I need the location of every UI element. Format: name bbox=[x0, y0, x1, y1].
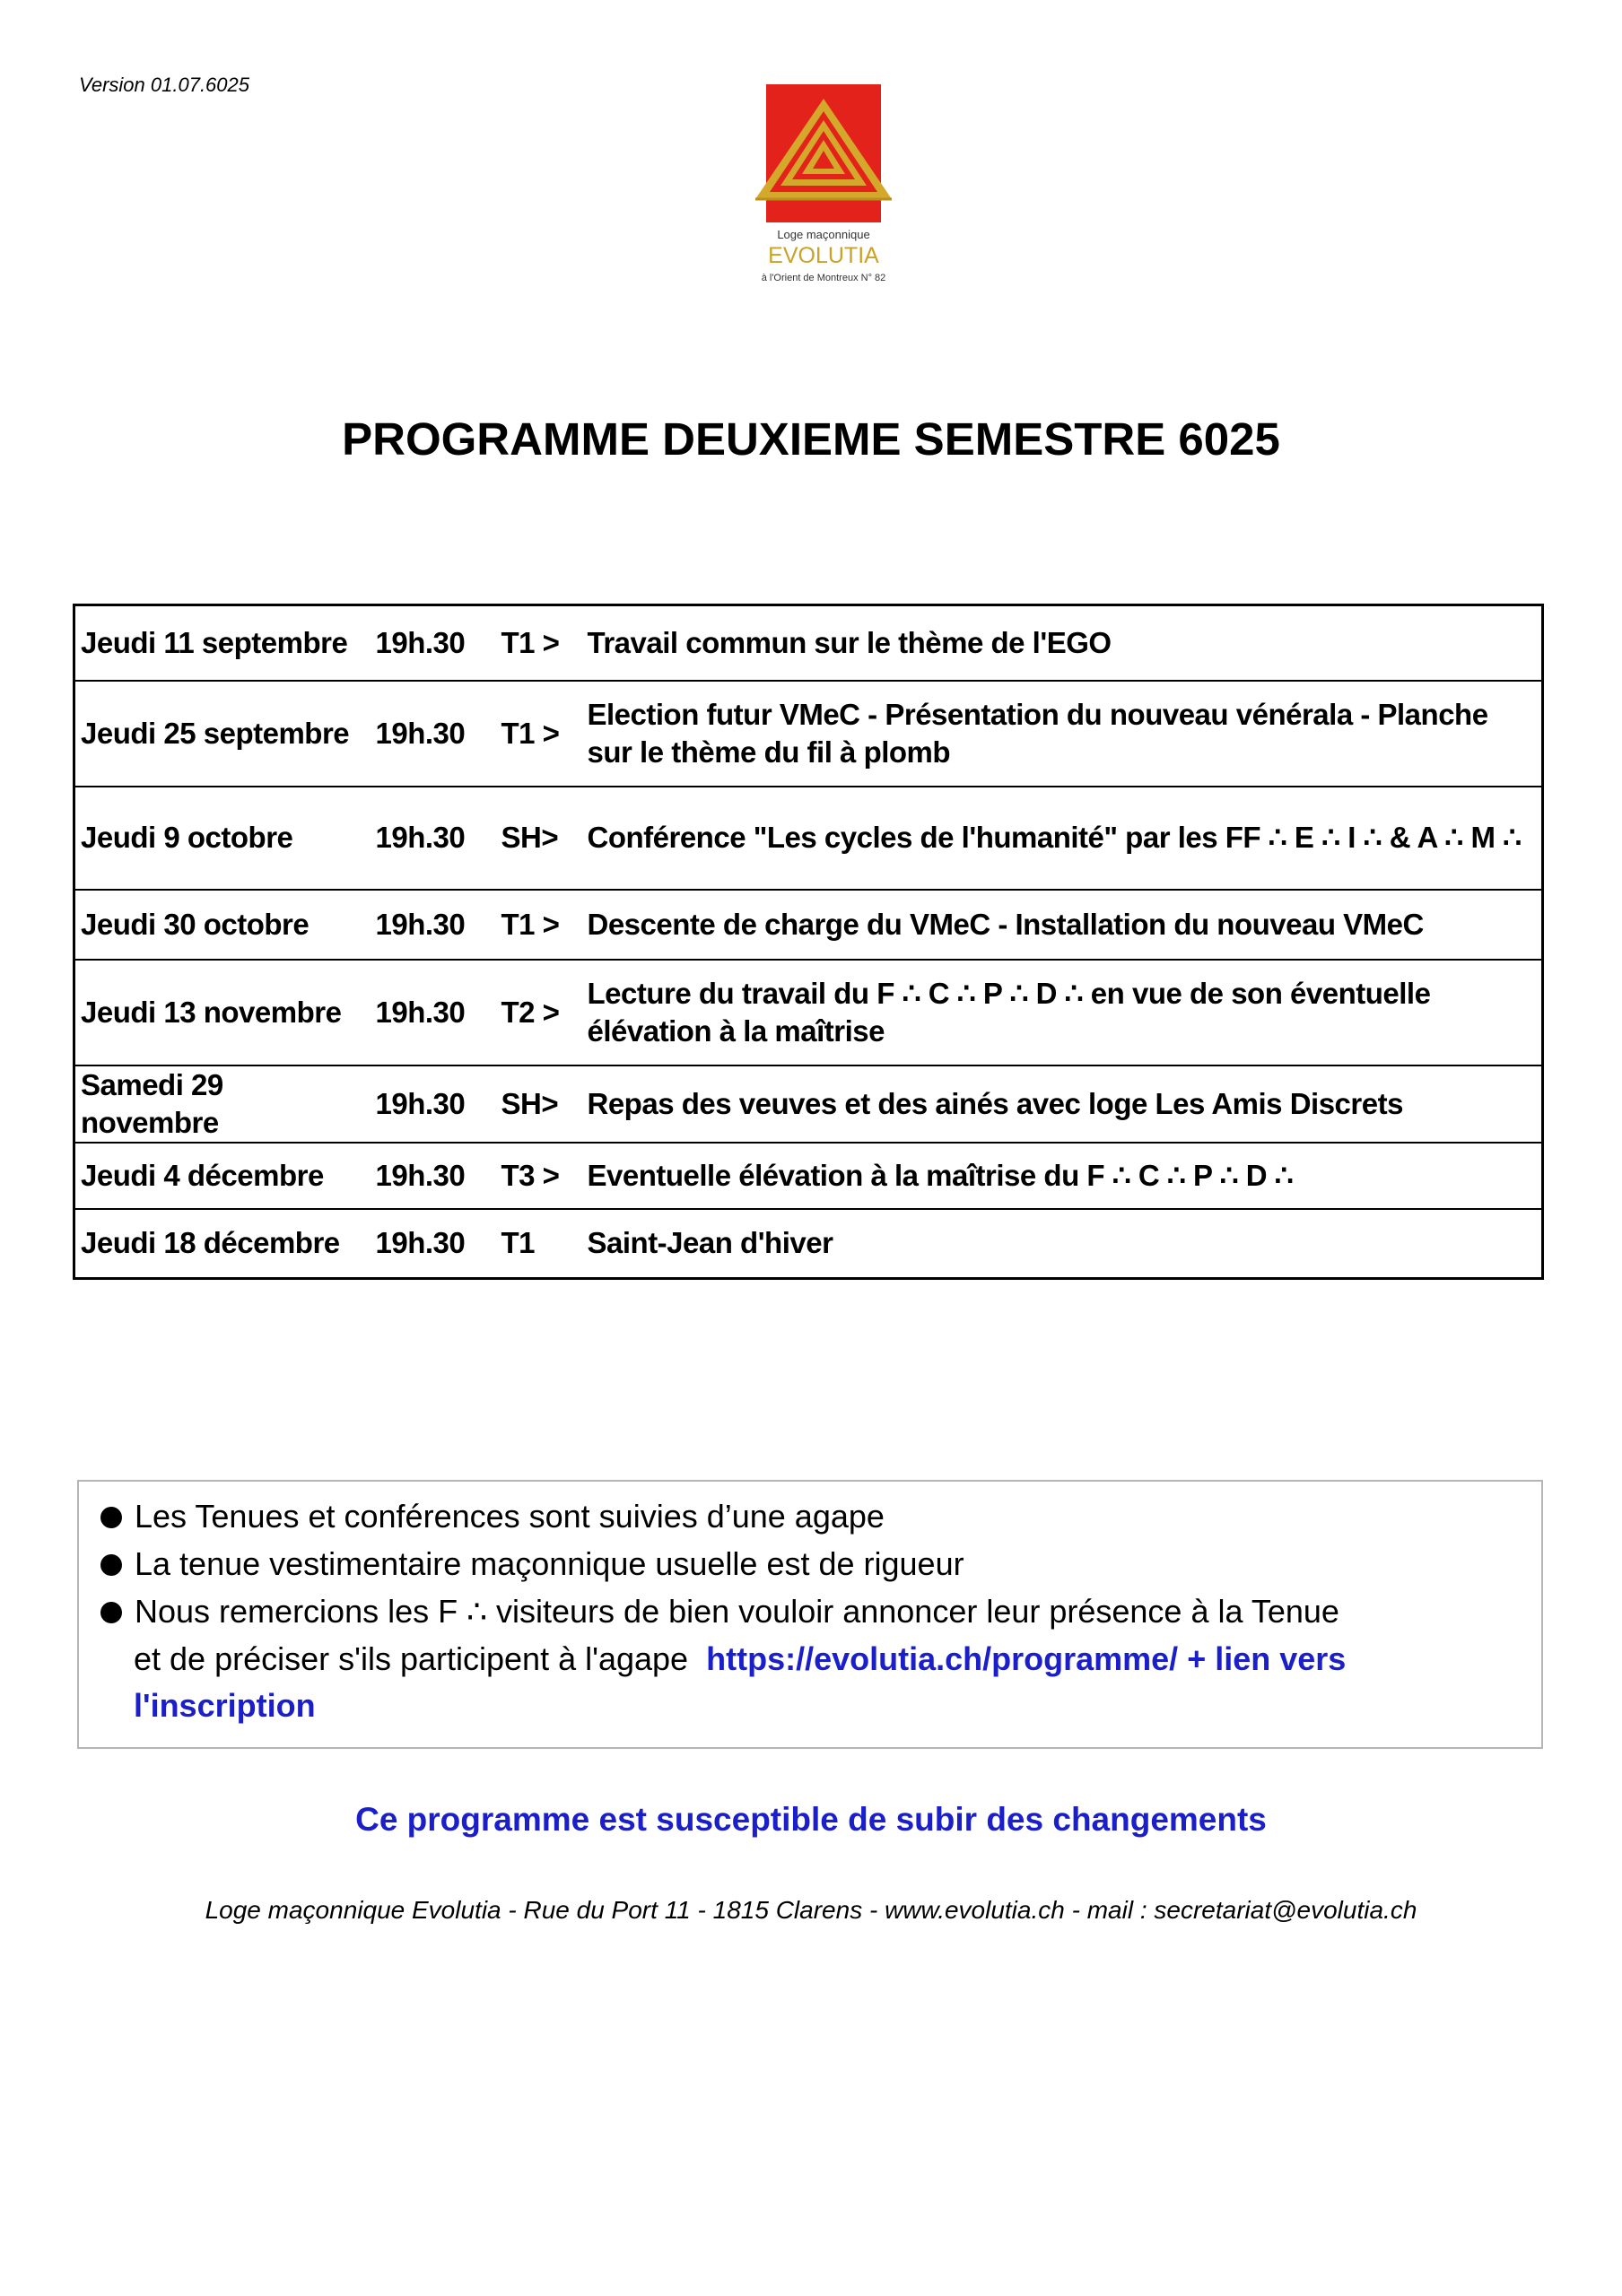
lodge-emblem bbox=[743, 84, 904, 228]
program-table bbox=[73, 604, 1544, 1280]
note-text: Les Tenues et conférences sont suivies d’une agape bbox=[135, 1498, 885, 1535]
note-item bbox=[100, 1545, 964, 1583]
event-description: Saint-Jean d'hiver bbox=[582, 1209, 1543, 1279]
event-time: 19h.30 bbox=[371, 890, 496, 960]
event-date: Jeudi 25 septembre bbox=[74, 681, 371, 787]
event-time: 19h.30 bbox=[371, 787, 496, 890]
program-row bbox=[74, 960, 1543, 1065]
event-type: SH> bbox=[496, 787, 582, 890]
event-description: Eventuelle élévation à la maîtrise du F ∴ C ∴ P ∴ D ∴ bbox=[582, 1143, 1543, 1209]
event-description: Repas des veuves et des ainés avec loge Les Amis Discrets bbox=[582, 1065, 1543, 1143]
event-type: T1 bbox=[496, 1209, 582, 1279]
event-time: 19h.30 bbox=[375, 625, 466, 659]
event-type: T1 > bbox=[496, 681, 582, 787]
footer-contact: Loge maçonnique Evolutia - Rue du Port 11 - 1815 Clarens - www.evolutia.ch - mail : secretariat@evolutia.ch bbox=[205, 1896, 1417, 1924]
note-item bbox=[100, 1593, 1339, 1631]
page-title: PROGRAMME DEUXIEME SEMESTRE 6025 bbox=[342, 413, 1280, 465]
signup-link[interactable]: l'inscription bbox=[134, 1687, 316, 1724]
event-description: Lecture du travail du F ∴ C ∴ P ∴ D ∴ en vue de son éventuelle élévation à la maîtrise bbox=[582, 960, 1543, 1065]
program-row bbox=[74, 890, 1543, 960]
bullet-icon bbox=[100, 1602, 122, 1623]
event-date: Samedi 29 novembre bbox=[74, 1065, 371, 1143]
event-date: Jeudi 30 octobre bbox=[74, 890, 371, 960]
event-date: Jeudi 18 décembre bbox=[74, 1209, 371, 1279]
event-date: Jeudi 13 novembre bbox=[74, 960, 371, 1065]
logo-caption: Loge maçonnique bbox=[777, 228, 870, 241]
logo-name: EVOLUTIA bbox=[768, 243, 879, 268]
event-date: Jeudi 9 octobre bbox=[74, 787, 371, 890]
program-row bbox=[74, 605, 1543, 681]
program-row bbox=[74, 1209, 1543, 1279]
event-time: 19h.30 bbox=[371, 1065, 496, 1143]
note-text: et de préciser s'ils participent à l'agape bbox=[134, 1640, 689, 1677]
note-item bbox=[100, 1498, 885, 1535]
note-continuation bbox=[134, 1640, 1346, 1678]
event-time: 19h.30 bbox=[371, 960, 496, 1065]
event-date: Jeudi 11 septembre bbox=[81, 625, 348, 659]
event-description: Conférence "Les cycles de l'humanité" par les FF ∴ E ∴ I ∴ & A ∴ M ∴ bbox=[582, 787, 1543, 890]
event-description: Descente de charge du VMeC - Installation du nouveau VMeC bbox=[582, 890, 1543, 960]
event-type: T1 > bbox=[501, 625, 560, 659]
event-time: 19h.30 bbox=[371, 1209, 496, 1279]
program-row bbox=[74, 1065, 1543, 1143]
event-date: Jeudi 4 décembre bbox=[74, 1143, 371, 1209]
event-time: 19h.30 bbox=[371, 1143, 496, 1209]
note-text: La tenue vestimentaire maçonnique usuelle est de rigueur bbox=[135, 1545, 964, 1582]
note-continuation bbox=[134, 1687, 316, 1725]
notes-box bbox=[77, 1480, 1543, 1749]
program-row bbox=[74, 1143, 1543, 1209]
event-type: T1 > bbox=[496, 890, 582, 960]
changes-notice: Ce programme est susceptible de subir des changements bbox=[355, 1801, 1267, 1838]
logo-subcaption: à l'Orient de Montreux N° 82 bbox=[761, 273, 886, 283]
lodge-logo bbox=[743, 84, 904, 283]
event-type: T2 > bbox=[496, 960, 582, 1065]
program-row bbox=[74, 787, 1543, 890]
version-label: Version 01.07.6025 bbox=[79, 74, 249, 96]
program-row bbox=[74, 681, 1543, 787]
bullet-icon bbox=[100, 1507, 122, 1528]
event-type: T3 > bbox=[496, 1143, 582, 1209]
event-type: SH> bbox=[496, 1065, 582, 1143]
event-description: Election futur VMeC - Présentation du nouveau vénérala - Planche sur le thème du fil à plomb bbox=[582, 681, 1543, 787]
event-description: Travail commun sur le thème de l'EGO bbox=[587, 625, 1112, 659]
bullet-icon bbox=[100, 1554, 122, 1576]
note-text: Nous remercions les F ∴ visiteurs de bien vouloir annoncer leur présence à la Tenue bbox=[135, 1593, 1339, 1630]
program-link[interactable]: https://evolutia.ch/programme/ + lien vers bbox=[706, 1640, 1347, 1677]
event-time: 19h.30 bbox=[371, 681, 496, 787]
